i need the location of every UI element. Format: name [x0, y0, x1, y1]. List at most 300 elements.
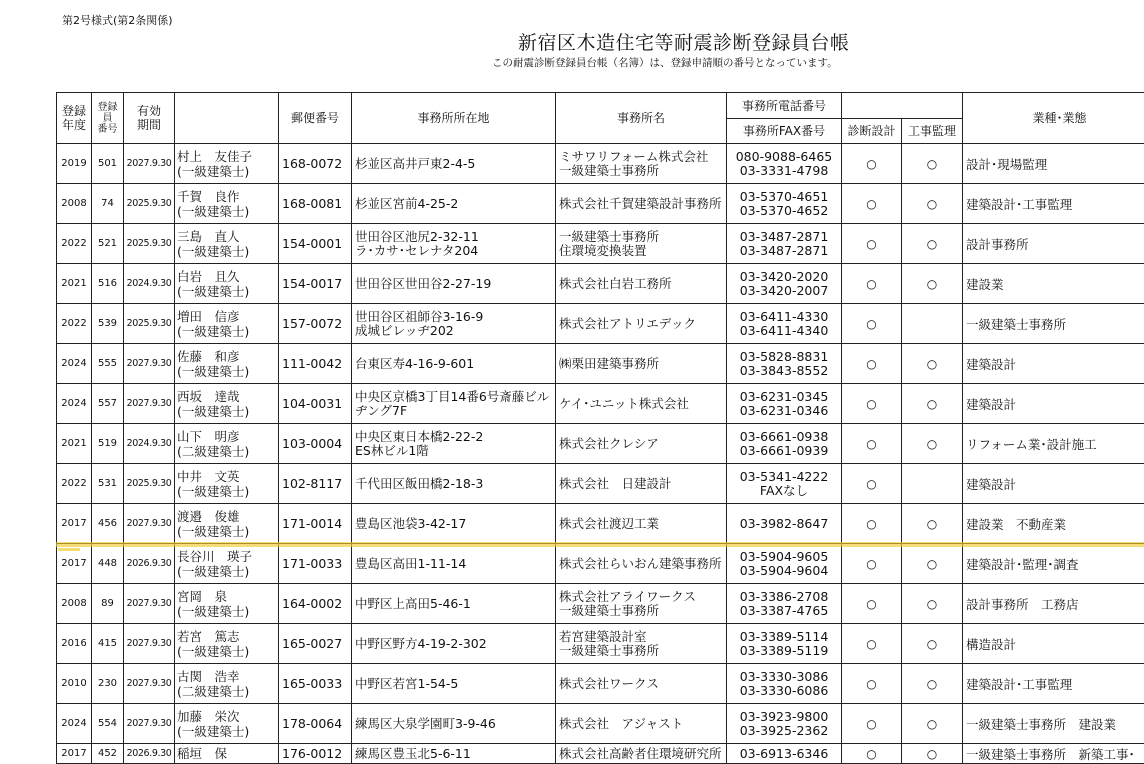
cell-supervision: ○ — [902, 224, 963, 264]
cell-expiry: 2026.9.30 — [124, 744, 175, 764]
office-line-1: 株式会社らいおん建築事務所 — [559, 557, 726, 571]
table-row — [57, 624, 1144, 664]
cell-business: 一級建築士事務所 新築工事･ — [963, 744, 1144, 764]
phone-number: 03-3487-2871 — [727, 230, 841, 244]
cell-zip: 154-0017 — [279, 264, 352, 304]
address-line-1: 台東区寿4-16-9-601 — [355, 357, 555, 371]
office-line-1: 一級建築士事務所 — [559, 230, 726, 244]
cell-address — [352, 624, 556, 664]
cell-business: 建築設計･監理･調査 — [963, 544, 1144, 584]
phone-number: 03-3420-2020 — [727, 270, 841, 284]
fax-number: 03-3330-6086 — [727, 684, 841, 698]
person-name: 千賀 良作 — [177, 189, 278, 204]
address-line-1: 中野区上高田5-46-1 — [355, 597, 555, 611]
cell-number: 555 — [92, 344, 124, 384]
table-row — [57, 424, 1144, 464]
office-line-1: 株式会社千賀建築設計事務所 — [559, 197, 726, 211]
cell-tel-fax — [727, 744, 842, 764]
cell-business: 建築設計 — [963, 384, 1144, 424]
cell-address — [352, 664, 556, 704]
cell-year: 2008 — [57, 184, 92, 224]
cell-year: 2022 — [57, 224, 92, 264]
cell-tel-fax — [727, 144, 842, 184]
cell-diagnosis: ○ — [842, 544, 902, 584]
cell-office — [556, 304, 727, 344]
col-header-expiry: 有効 期間 — [124, 93, 175, 144]
cell-address — [352, 304, 556, 344]
cell-name — [175, 744, 279, 764]
phone-number: 03-6913-6346 — [727, 747, 841, 761]
person-name: 増田 信彦 — [177, 309, 278, 324]
cell-office — [556, 464, 727, 504]
cell-office — [556, 744, 727, 764]
cell-zip: 178-0064 — [279, 704, 352, 744]
cell-diagnosis: ○ — [842, 304, 902, 344]
cell-number: 531 — [92, 464, 124, 504]
cell-office — [556, 144, 727, 184]
qualification: (一級建築士) — [177, 204, 278, 219]
cell-diagnosis: ○ — [842, 744, 902, 764]
qualification: (一級建築士) — [177, 484, 278, 499]
person-name: 古関 浩幸 — [177, 669, 278, 684]
cell-name — [175, 584, 279, 624]
cell-zip: 168-0072 — [279, 144, 352, 184]
cell-number: 557 — [92, 384, 124, 424]
cell-tel-fax — [727, 384, 842, 424]
address-line-1: 豊島区池袋3-42-17 — [355, 517, 555, 531]
cell-number: 415 — [92, 624, 124, 664]
address-line-1: 世田谷区世田谷2-27-19 — [355, 277, 555, 291]
phone-number: 03-5370-4651 — [727, 190, 841, 204]
cell-address — [352, 424, 556, 464]
person-name: 若宮 篤志 — [177, 629, 278, 644]
table-row — [57, 384, 1144, 424]
col-header-business: 業種･業態 — [963, 93, 1144, 144]
cell-name — [175, 464, 279, 504]
phone-number: 03-5904-9605 — [727, 550, 841, 564]
document-title: 新宿区木造住宅等耐震診断登録員台帳 — [518, 28, 850, 55]
cell-name — [175, 224, 279, 264]
address-line-1: 中野区野方4-19-2-302 — [355, 637, 555, 651]
cell-address — [352, 504, 556, 544]
cell-business: 建築設計･工事監理 — [963, 184, 1144, 224]
cell-address — [352, 704, 556, 744]
cell-office — [556, 384, 727, 424]
office-line-1: 株式会社 日建設計 — [559, 477, 726, 491]
cell-number: 554 — [92, 704, 124, 744]
cell-diagnosis: ○ — [842, 424, 902, 464]
table-row — [57, 304, 1144, 344]
cell-zip: 104-0031 — [279, 384, 352, 424]
address-line-1: 中央区京橋3丁目14番6号斎藤ビル — [355, 390, 555, 404]
cell-number: 452 — [92, 744, 124, 764]
col-header-supervision: 工事監理 — [902, 119, 963, 144]
col-header-zip: 郵便番号 — [279, 93, 352, 144]
table-row — [57, 224, 1144, 264]
cell-name — [175, 624, 279, 664]
registry-rows — [57, 144, 1144, 764]
person-name: 宮岡 泉 — [177, 589, 278, 604]
fax-number: 03-3331-4798 — [727, 164, 841, 178]
cell-zip: 102-8117 — [279, 464, 352, 504]
cell-name — [175, 504, 279, 544]
cell-business: リフォーム業･設計施工 — [963, 424, 1144, 464]
address-line-1: 杉並区高井戸東2-4-5 — [355, 157, 555, 171]
cell-expiry: 2024.9.30 — [124, 264, 175, 304]
col-header-fax: 事務所FAX番号 — [727, 119, 842, 144]
cell-diagnosis: ○ — [842, 664, 902, 704]
cell-zip: 154-0001 — [279, 224, 352, 264]
table-row — [57, 704, 1144, 744]
cell-supervision: ○ — [902, 624, 963, 664]
cell-office — [556, 504, 727, 544]
cell-year: 2017 — [57, 744, 92, 764]
office-line-2: 一級建築士事務所 — [559, 604, 726, 618]
cell-diagnosis: ○ — [842, 224, 902, 264]
address-line-2: ES林ビル1階 — [355, 444, 555, 458]
phone-number: 03-3389-5114 — [727, 630, 841, 644]
cell-business: 設計事務所 工務店 — [963, 584, 1144, 624]
cell-business: 建設業 — [963, 264, 1144, 304]
highlight-marker-line — [56, 542, 1144, 547]
highlight-marker-stroke — [58, 548, 80, 551]
cell-office — [556, 424, 727, 464]
cell-business: 一級建築士事務所 建設業 — [963, 704, 1144, 744]
address-line-2: ラ･カサ･セレナタ204 — [355, 244, 555, 258]
qualification: (一級建築士) — [177, 244, 278, 259]
cell-supervision: ○ — [902, 424, 963, 464]
office-line-1: 若宮建築設計室 — [559, 630, 726, 644]
person-name: 中井 文英 — [177, 469, 278, 484]
qualification: (一級建築士) — [177, 284, 278, 299]
col-header-address: 事務所所在地 — [352, 93, 556, 144]
qualification: (一級建築士) — [177, 724, 278, 739]
cell-expiry: 2027.9.30 — [124, 344, 175, 384]
cell-year: 2016 — [57, 624, 92, 664]
cell-office — [556, 184, 727, 224]
cell-number: 74 — [92, 184, 124, 224]
cell-number: 539 — [92, 304, 124, 344]
cell-diagnosis: ○ — [842, 624, 902, 664]
col-header-tel: 事務所電話番号 — [727, 93, 842, 119]
cell-zip: 171-0014 — [279, 504, 352, 544]
cell-business: 建築設計 — [963, 464, 1144, 504]
phone-number: 03-3982-8647 — [727, 517, 841, 531]
cell-expiry: 2025.9.30 — [124, 224, 175, 264]
table-row — [57, 504, 1144, 544]
qualification: (一級建築士) — [177, 604, 278, 619]
cell-number: 516 — [92, 264, 124, 304]
phone-number: 03-6231-0345 — [727, 390, 841, 404]
cell-business: 建設業 不動産業 — [963, 504, 1144, 544]
address-line-1: 練馬区大泉学園町3-9-46 — [355, 717, 555, 731]
address-line-2: ヂング7F — [355, 404, 555, 418]
cell-tel-fax — [727, 664, 842, 704]
cell-diagnosis: ○ — [842, 384, 902, 424]
cell-address — [352, 224, 556, 264]
cell-business: 構造設計 — [963, 624, 1144, 664]
cell-zip: 165-0027 — [279, 624, 352, 664]
cell-office — [556, 224, 727, 264]
cell-diagnosis: ○ — [842, 144, 902, 184]
cell-expiry: 2027.9.30 — [124, 144, 175, 184]
cell-number: 448 — [92, 544, 124, 584]
cell-zip: 168-0081 — [279, 184, 352, 224]
cell-diagnosis: ○ — [842, 184, 902, 224]
cell-zip: 164-0002 — [279, 584, 352, 624]
office-line-1: 株式会社アトリエデック — [559, 317, 726, 331]
address-line-2: 成城ビレッヂ202 — [355, 324, 555, 338]
cell-year: 2017 — [57, 504, 92, 544]
cell-number: 89 — [92, 584, 124, 624]
cell-address — [352, 544, 556, 584]
qualification: (一級建築士) — [177, 564, 278, 579]
cell-office — [556, 704, 727, 744]
table-row — [57, 584, 1144, 624]
cell-address — [352, 584, 556, 624]
cell-expiry: 2027.9.30 — [124, 504, 175, 544]
cell-zip: 171-0033 — [279, 544, 352, 584]
cell-name — [175, 664, 279, 704]
fax-number: 03-5904-9604 — [727, 564, 841, 578]
cell-zip: 157-0072 — [279, 304, 352, 344]
cell-name — [175, 184, 279, 224]
cell-supervision: ○ — [902, 184, 963, 224]
office-line-1: 株式会社渡辺工業 — [559, 517, 726, 531]
cell-supervision — [902, 304, 963, 344]
cell-expiry: 2027.9.30 — [124, 664, 175, 704]
cell-office — [556, 344, 727, 384]
cell-tel-fax — [727, 304, 842, 344]
person-name: 村上 友佳子 — [177, 149, 278, 164]
cell-expiry: 2026.9.30 — [124, 544, 175, 584]
phone-number: 03-3330-3086 — [727, 670, 841, 684]
cell-diagnosis: ○ — [842, 264, 902, 304]
cell-expiry: 2027.9.30 — [124, 624, 175, 664]
table-row — [57, 464, 1144, 504]
document-subtitle: この耐震診断登録員台帳（名簿）は、登録申請順の番号となっています。 — [492, 55, 838, 70]
cell-office — [556, 664, 727, 704]
table-row — [57, 144, 1144, 184]
office-line-1: 株式会社アライワークス — [559, 590, 726, 604]
cell-office — [556, 624, 727, 664]
cell-address — [352, 264, 556, 304]
address-line-1: 練馬区豊玉北5-6-11 — [355, 747, 555, 761]
cell-name — [175, 544, 279, 584]
phone-number: 03-5828-8831 — [727, 350, 841, 364]
cell-zip: 103-0004 — [279, 424, 352, 464]
phone-number: 03-6661-0938 — [727, 430, 841, 444]
cell-name — [175, 144, 279, 184]
cell-expiry: 2025.9.30 — [124, 304, 175, 344]
table-row — [57, 664, 1144, 704]
cell-supervision: ○ — [902, 504, 963, 544]
fax-number: 03-3420-2007 — [727, 284, 841, 298]
cell-office — [556, 264, 727, 304]
office-line-1: ミサワリフォーム株式会社 — [559, 150, 726, 164]
office-line-2: 一級建築士事務所 — [559, 164, 726, 178]
cell-diagnosis: ○ — [842, 584, 902, 624]
cell-business: 設計･現場監理 — [963, 144, 1144, 184]
phone-number: 03-3386-2708 — [727, 590, 841, 604]
cell-number: 230 — [92, 664, 124, 704]
fax-number: 03-3389-5119 — [727, 644, 841, 658]
cell-tel-fax — [727, 544, 842, 584]
cell-supervision: ○ — [902, 264, 963, 304]
cell-year: 2022 — [57, 304, 92, 344]
cell-address — [352, 184, 556, 224]
cell-expiry: 2025.9.30 — [124, 184, 175, 224]
cell-year: 2024 — [57, 704, 92, 744]
cell-zip: 176-0012 — [279, 744, 352, 764]
col-header-diagnosis: 診断設計 — [842, 119, 902, 144]
form-number: 第2号様式(第2条関係) — [62, 12, 173, 28]
cell-supervision — [902, 464, 963, 504]
office-line-1: 株式会社白岩工務所 — [559, 277, 726, 291]
office-line-1: 株式会社クレシア — [559, 437, 726, 451]
fax-number: 03-6411-4340 — [727, 324, 841, 338]
cell-tel-fax — [727, 704, 842, 744]
qualification: (一級建築士) — [177, 364, 278, 379]
cell-supervision: ○ — [902, 664, 963, 704]
fax-number: 03-3487-2871 — [727, 244, 841, 258]
cell-address — [352, 384, 556, 424]
fax-number: 03-6661-0939 — [727, 444, 841, 458]
address-line-1: 世田谷区祖師谷3-16-9 — [355, 310, 555, 324]
phone-number: 080-9088-6465 — [727, 150, 841, 164]
qualification: (二級建築士) — [177, 444, 278, 459]
phone-number: 03-3923-9800 — [727, 710, 841, 724]
table-row — [57, 264, 1144, 304]
cell-tel-fax — [727, 584, 842, 624]
cell-address — [352, 144, 556, 184]
table-row — [57, 544, 1144, 584]
cell-year: 2024 — [57, 344, 92, 384]
col-header-number: 登録 員 番号 — [92, 93, 124, 144]
address-line-1: 豊島区高田1-11-14 — [355, 557, 555, 571]
cell-name — [175, 264, 279, 304]
person-name: 渡邉 俊雄 — [177, 509, 278, 524]
cell-number: 501 — [92, 144, 124, 184]
qualification: (一級建築士) — [177, 324, 278, 339]
cell-supervision: ○ — [902, 744, 963, 764]
address-line-1: 世田谷区池尻2-32-11 — [355, 230, 555, 244]
cell-tel-fax — [727, 624, 842, 664]
cell-expiry: 2024.9.30 — [124, 424, 175, 464]
qualification: (二級建築士) — [177, 684, 278, 699]
cell-year: 2017 — [57, 544, 92, 584]
cell-year: 2024 — [57, 384, 92, 424]
cell-number: 519 — [92, 424, 124, 464]
col-header-office: 事務所名 — [556, 93, 727, 144]
cell-business: 建築設計 — [963, 344, 1144, 384]
cell-year: 2010 — [57, 664, 92, 704]
cell-tel-fax — [727, 224, 842, 264]
person-name: 白岩 且久 — [177, 269, 278, 284]
address-line-1: 中野区若宮1-54-5 — [355, 677, 555, 691]
cell-address — [352, 344, 556, 384]
col-header-name — [175, 93, 279, 144]
registry-table — [56, 92, 1144, 764]
cell-expiry: 2027.9.30 — [124, 584, 175, 624]
fax-number: 03-3843-8552 — [727, 364, 841, 378]
cell-tel-fax — [727, 184, 842, 224]
person-name: 佐藤 和彦 — [177, 349, 278, 364]
fax-number: 03-3925-2362 — [727, 724, 841, 738]
cell-number: 456 — [92, 504, 124, 544]
cell-expiry: 2027.9.30 — [124, 384, 175, 424]
cell-year: 2019 — [57, 144, 92, 184]
cell-diagnosis: ○ — [842, 344, 902, 384]
cell-office — [556, 584, 727, 624]
person-name: 稲垣 保 — [177, 746, 278, 761]
cell-expiry: 2025.9.30 — [124, 464, 175, 504]
cell-year: 2008 — [57, 584, 92, 624]
phone-number: 03-6411-4330 — [727, 310, 841, 324]
cell-supervision: ○ — [902, 584, 963, 624]
cell-supervision: ○ — [902, 704, 963, 744]
cell-name — [175, 424, 279, 464]
cell-business: 設計事務所 — [963, 224, 1144, 264]
person-name: 西坂 達哉 — [177, 389, 278, 404]
office-line-1: ケイ･ユニット株式会社 — [559, 397, 726, 411]
fax-number: 03-3387-4765 — [727, 604, 841, 618]
qualification: (一級建築士) — [177, 524, 278, 539]
phone-number: 03-5341-4222 — [727, 470, 841, 484]
cell-address — [352, 464, 556, 504]
cell-tel-fax — [727, 464, 842, 504]
fax-number: 03-5370-4652 — [727, 204, 841, 218]
office-line-2: 住環境変換装置 — [559, 244, 726, 258]
cell-supervision: ○ — [902, 344, 963, 384]
cell-expiry: 2027.9.30 — [124, 704, 175, 744]
qualification: (一級建築士) — [177, 404, 278, 419]
cell-supervision: ○ — [902, 144, 963, 184]
cell-tel-fax — [727, 264, 842, 304]
address-line-1: 千代田区飯田橋2-18-3 — [355, 477, 555, 491]
cell-diagnosis: ○ — [842, 504, 902, 544]
person-name: 加藤 栄次 — [177, 709, 278, 724]
cell-supervision: ○ — [902, 544, 963, 584]
office-line-2: 一級建築士事務所 — [559, 644, 726, 658]
cell-supervision: ○ — [902, 384, 963, 424]
cell-office — [556, 544, 727, 584]
cell-tel-fax — [727, 344, 842, 384]
cell-tel-fax — [727, 424, 842, 464]
cell-name — [175, 344, 279, 384]
cell-business: 建築設計･工事監理 — [963, 664, 1144, 704]
cell-tel-fax — [727, 504, 842, 544]
cell-zip: 165-0033 — [279, 664, 352, 704]
person-name: 三島 直人 — [177, 229, 278, 244]
cell-business: 一級建築士事務所 — [963, 304, 1144, 344]
cell-address — [352, 744, 556, 764]
table-row — [57, 744, 1144, 764]
cell-diagnosis: ○ — [842, 704, 902, 744]
cell-name — [175, 304, 279, 344]
registry-table-container — [56, 92, 1144, 764]
office-line-1: 株式会社 アジャスト — [559, 717, 726, 731]
office-line-1: 株式会社高齢者住環境研究所 — [559, 747, 726, 761]
cell-name — [175, 704, 279, 744]
office-line-1: ㈱栗田建築事務所 — [559, 357, 726, 371]
col-header-blank — [842, 93, 963, 119]
cell-zip: 111-0042 — [279, 344, 352, 384]
table-row — [57, 184, 1144, 224]
person-name: 山下 明彦 — [177, 429, 278, 444]
address-line-1: 杉並区宮前4-25-2 — [355, 197, 555, 211]
cell-diagnosis: ○ — [842, 464, 902, 504]
